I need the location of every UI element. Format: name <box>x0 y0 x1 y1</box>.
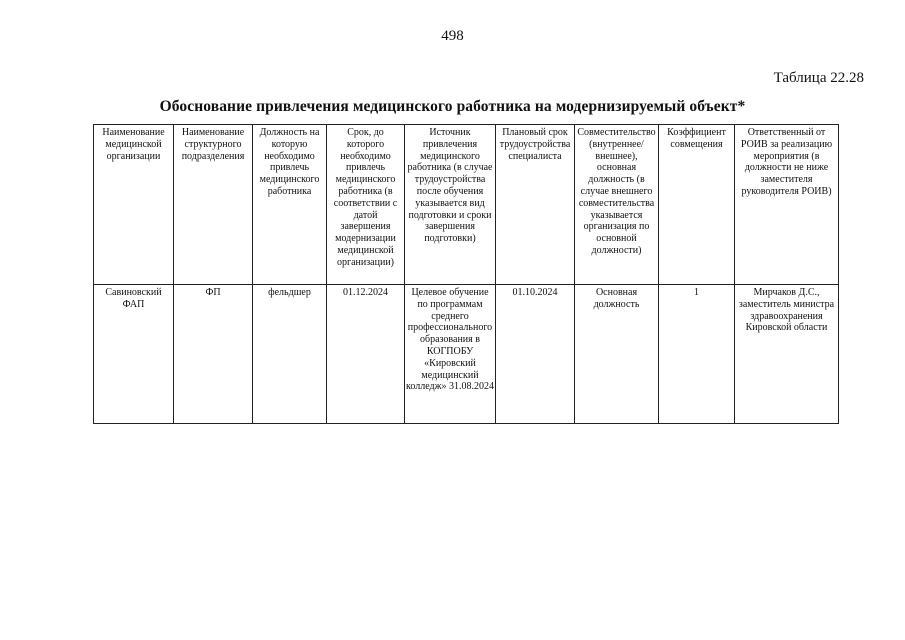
cell-position: фельдшер <box>253 285 327 424</box>
cell-coefficient: 1 <box>659 285 735 424</box>
table-header-row <box>94 125 839 285</box>
header-organization: Наименование медицинской организации <box>94 125 174 285</box>
header-source: Источник привлечения медицинского работника (в случае трудоустройства после обучения указывается вид подготовки и сроки завершения подготовки) <box>405 125 496 285</box>
document-title: Обоснование привлечения медицинского работника на модернизируемый объект* <box>159 98 746 115</box>
header-position: Должность на которую необходимо привлечь медицинского работника <box>253 125 327 285</box>
cell-responsible: Мирчаков Д.С., заместитель министра здравоохранения Кировской области <box>735 285 839 424</box>
cell-deadline: 01.12.2024 <box>327 285 405 424</box>
cell-subdivision: ФП <box>174 285 253 424</box>
header-subdivision: Наименование структурного подразделения <box>174 125 253 285</box>
header-planned-employment: Плановый срок трудоустройства специалиста <box>496 125 575 285</box>
header-combination: Совместительство (внутреннее/внешнее), основная должность (в случае внешнего совместительства указывается организация по основной должности) <box>575 125 659 285</box>
header-responsible: Ответственный от РОИВ за реализацию мероприятия (в должности не ниже заместителя руководителя РОИВ) <box>735 125 839 285</box>
cell-organization: Савиновский ФАП <box>94 285 174 424</box>
header-deadline: Срок, до которого необходимо привлечь медицинского работника (в соответствии с датой завершения модернизации медицинской организации) <box>327 125 405 285</box>
table-label: Таблица 22.28 <box>773 70 864 86</box>
cell-source: Целевое обучение по программам среднего профессионального образования в КОГПОБУ «Кировский медицинский колледж» 31.08.2024 <box>405 285 496 424</box>
cell-planned-employment: 01.10.2024 <box>496 285 575 424</box>
cell-combination: Основная должность <box>575 285 659 424</box>
table-row <box>94 285 839 424</box>
justification-table <box>93 124 839 424</box>
header-coefficient: Коэффициент совмещения <box>659 125 735 285</box>
page-number: 498 <box>441 28 464 44</box>
